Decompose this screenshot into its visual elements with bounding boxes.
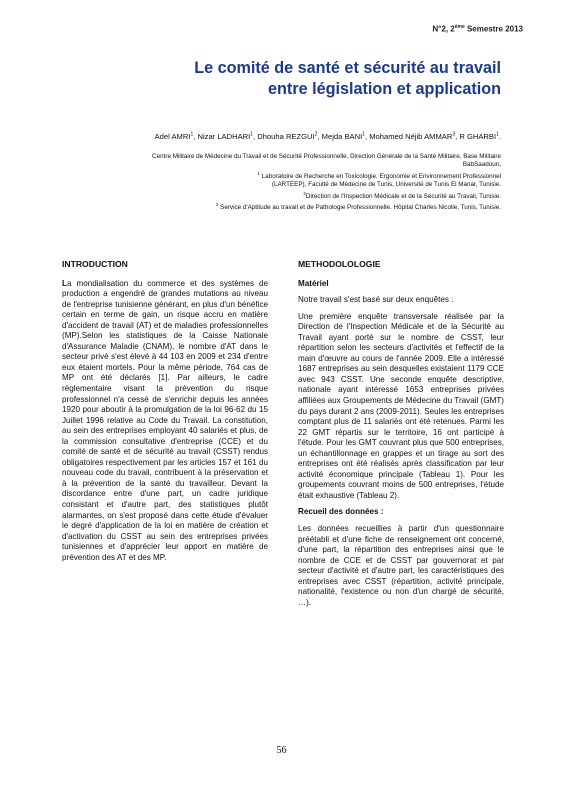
affiliation-3: $^3$ Service d'Aptitude au travail et de Pathologie Professionnelle. Hôpital Charles Nicolle, Tunis, Tunisie.: [215, 202, 501, 212]
page-number: 56: [276, 745, 287, 756]
section-heading-methodologie: METHODOLOLOGIE: [298, 259, 381, 269]
author: Mejda BANI$^1$,: [321, 131, 370, 141]
column-left: [62, 259, 268, 569]
dropcap: L: [62, 278, 67, 288]
author: Adel AMRI$^1$,: [154, 131, 198, 141]
paragraph: Les données recueillies à partir d'un questionnaire préétabli et d'une fiche de renseignement ont concerné, d'une part, la répartition des entreprises ainsi que le nombre de CCE et de CSST par gouvernorat et par secteur d'activité et d'autre part, les caractéristiques des entreprises avec CSST (répartition, activité principale, nationalité, l'existence ou non d'un chargé de sécurité, …).: [298, 524, 504, 607]
section-heading-introduction: INTRODUCTION: [62, 259, 128, 269]
author-list: [31, 131, 501, 141]
introduction-paragraph: La mondialisation du commerce et des systèmes de production a engendré de grandes mutations au niveau de l'entreprise tunisienne générant, en plus d'un bénéfice certain en terme de gain, un risque accru en matière d'accident de travail (AT) et de maladies professionnelles (MP).Selon les statistiques de la Caisse Nationale d'Assurance Maladie (CNAM), le nombre d'AT dans le secteur privé s'est élevé à 44 103 en 2009 et 234 d'entre eux étaient mortels. Pour la même période, 764 cas de MP ont été déclarés [1]. Par ailleurs, le cadre règlementaire visant la prévention du risque professionnel n'a cessé de s'enrichir depuis les années 1920 pour aboutir à la promulgation de la loi 96-62 du 15 Juillet 1996 relative au Code du Travail. La constitution, au sein des entreprises employant 40 salariés et plus, de la commission consultative d'entreprise (CCE) et du comité de santé et de sécurité au travail (CSST) rendus obligatoires respectivement par les articles 157 et 161 du nouveau code du travail, contribuent à la préservation et à la prévention de la santé du travailleur. Devant la discordance entre d'une part, un cadre juridique consistant et d'autre part, des statistiques plutôt alarmantes, on s'est proposé dans cette étude d'évaluer le degré d'application de la loi en matière de création et d'activation du CSST au sein des entreprises privées tunisiennes et d'apprécier leur apport en matière de prévention des AT et des MP.: [62, 278, 268, 562]
affiliation-2: $^2$Direction de l'Inspection Médicale et de la Sécurité au Travail, Tunisie.: [303, 190, 501, 200]
author: Mohamed Néjib AMMAR$^3$,: [369, 131, 460, 141]
article-title: [81, 58, 501, 100]
paragraph: Une première enquête transversale réalisée par la Direction de l'Inspection Médicale et de la Sécurité au Travail ayant porté sur le nombre de CSST, leur répartition selon les secteurs d'activités et l'effectif de la main d'œuvre au cours de l'année 2009. Elle a intéressé 1687 entreprises au sein desquelles existaient 1179 CCE avec 943 CSST. Une seconde enquête descriptive, nationale ayant intéressé 1653 entreprises privées affiliées aux Groupements de Médecine du Travail (GMT) du pays durant 2 ans (2009-2011). Seules les entreprises comptant plus de 11 salariés ont été retenues. Parmi les 22 GMT répartis sur le territoire, 16 ont participé à l'étude. Pour les GMT couvrant plus que 500 entreprises, un échantillonnage en grappes et un tirage au sort des entreprises ont été réalisés après classification par leur activité économique principale (Tableau 1). Pour les groupements couvrant moins de 500 entreprises, l'étude était exhaustive (Tableau 2).: [298, 311, 504, 500]
affiliations: [51, 153, 501, 213]
author: Dhouha REZGUI$^2$,: [257, 131, 322, 141]
author: R GHARBI$^1$.: [459, 131, 501, 141]
subheading-recueil: Recueil des données :: [298, 507, 384, 517]
affiliation-1: $^1$ Laboratoire de Recherche en Toxicologie, Ergonomie et Environnement Professionnel (LARTEEP), Faculté de Médecine de Tunis, Université de Tunis El Manar, Tunisie.: [257, 170, 501, 189]
paragraph: Notre travail s'est basé sur deux enquêtes :: [298, 295, 454, 305]
affiliation-main: Centre Militaire de Médecine du Travail et de Sécurité Professionnelle, Direction Générale de la Santé Militaire, Base Militaire BabSaadoun,: [152, 153, 501, 169]
title-line-1: Le comité de santé et sécurité au travail: [194, 59, 501, 77]
author: Nizar LADHARI$^1$,: [197, 131, 258, 141]
column-right: [298, 259, 504, 614]
title-line-2: entre législation et application: [268, 80, 501, 98]
subheading-materiel: Matériel: [298, 278, 329, 288]
issue-label: N°2, 2ème Semestre 2013: [432, 24, 523, 34]
